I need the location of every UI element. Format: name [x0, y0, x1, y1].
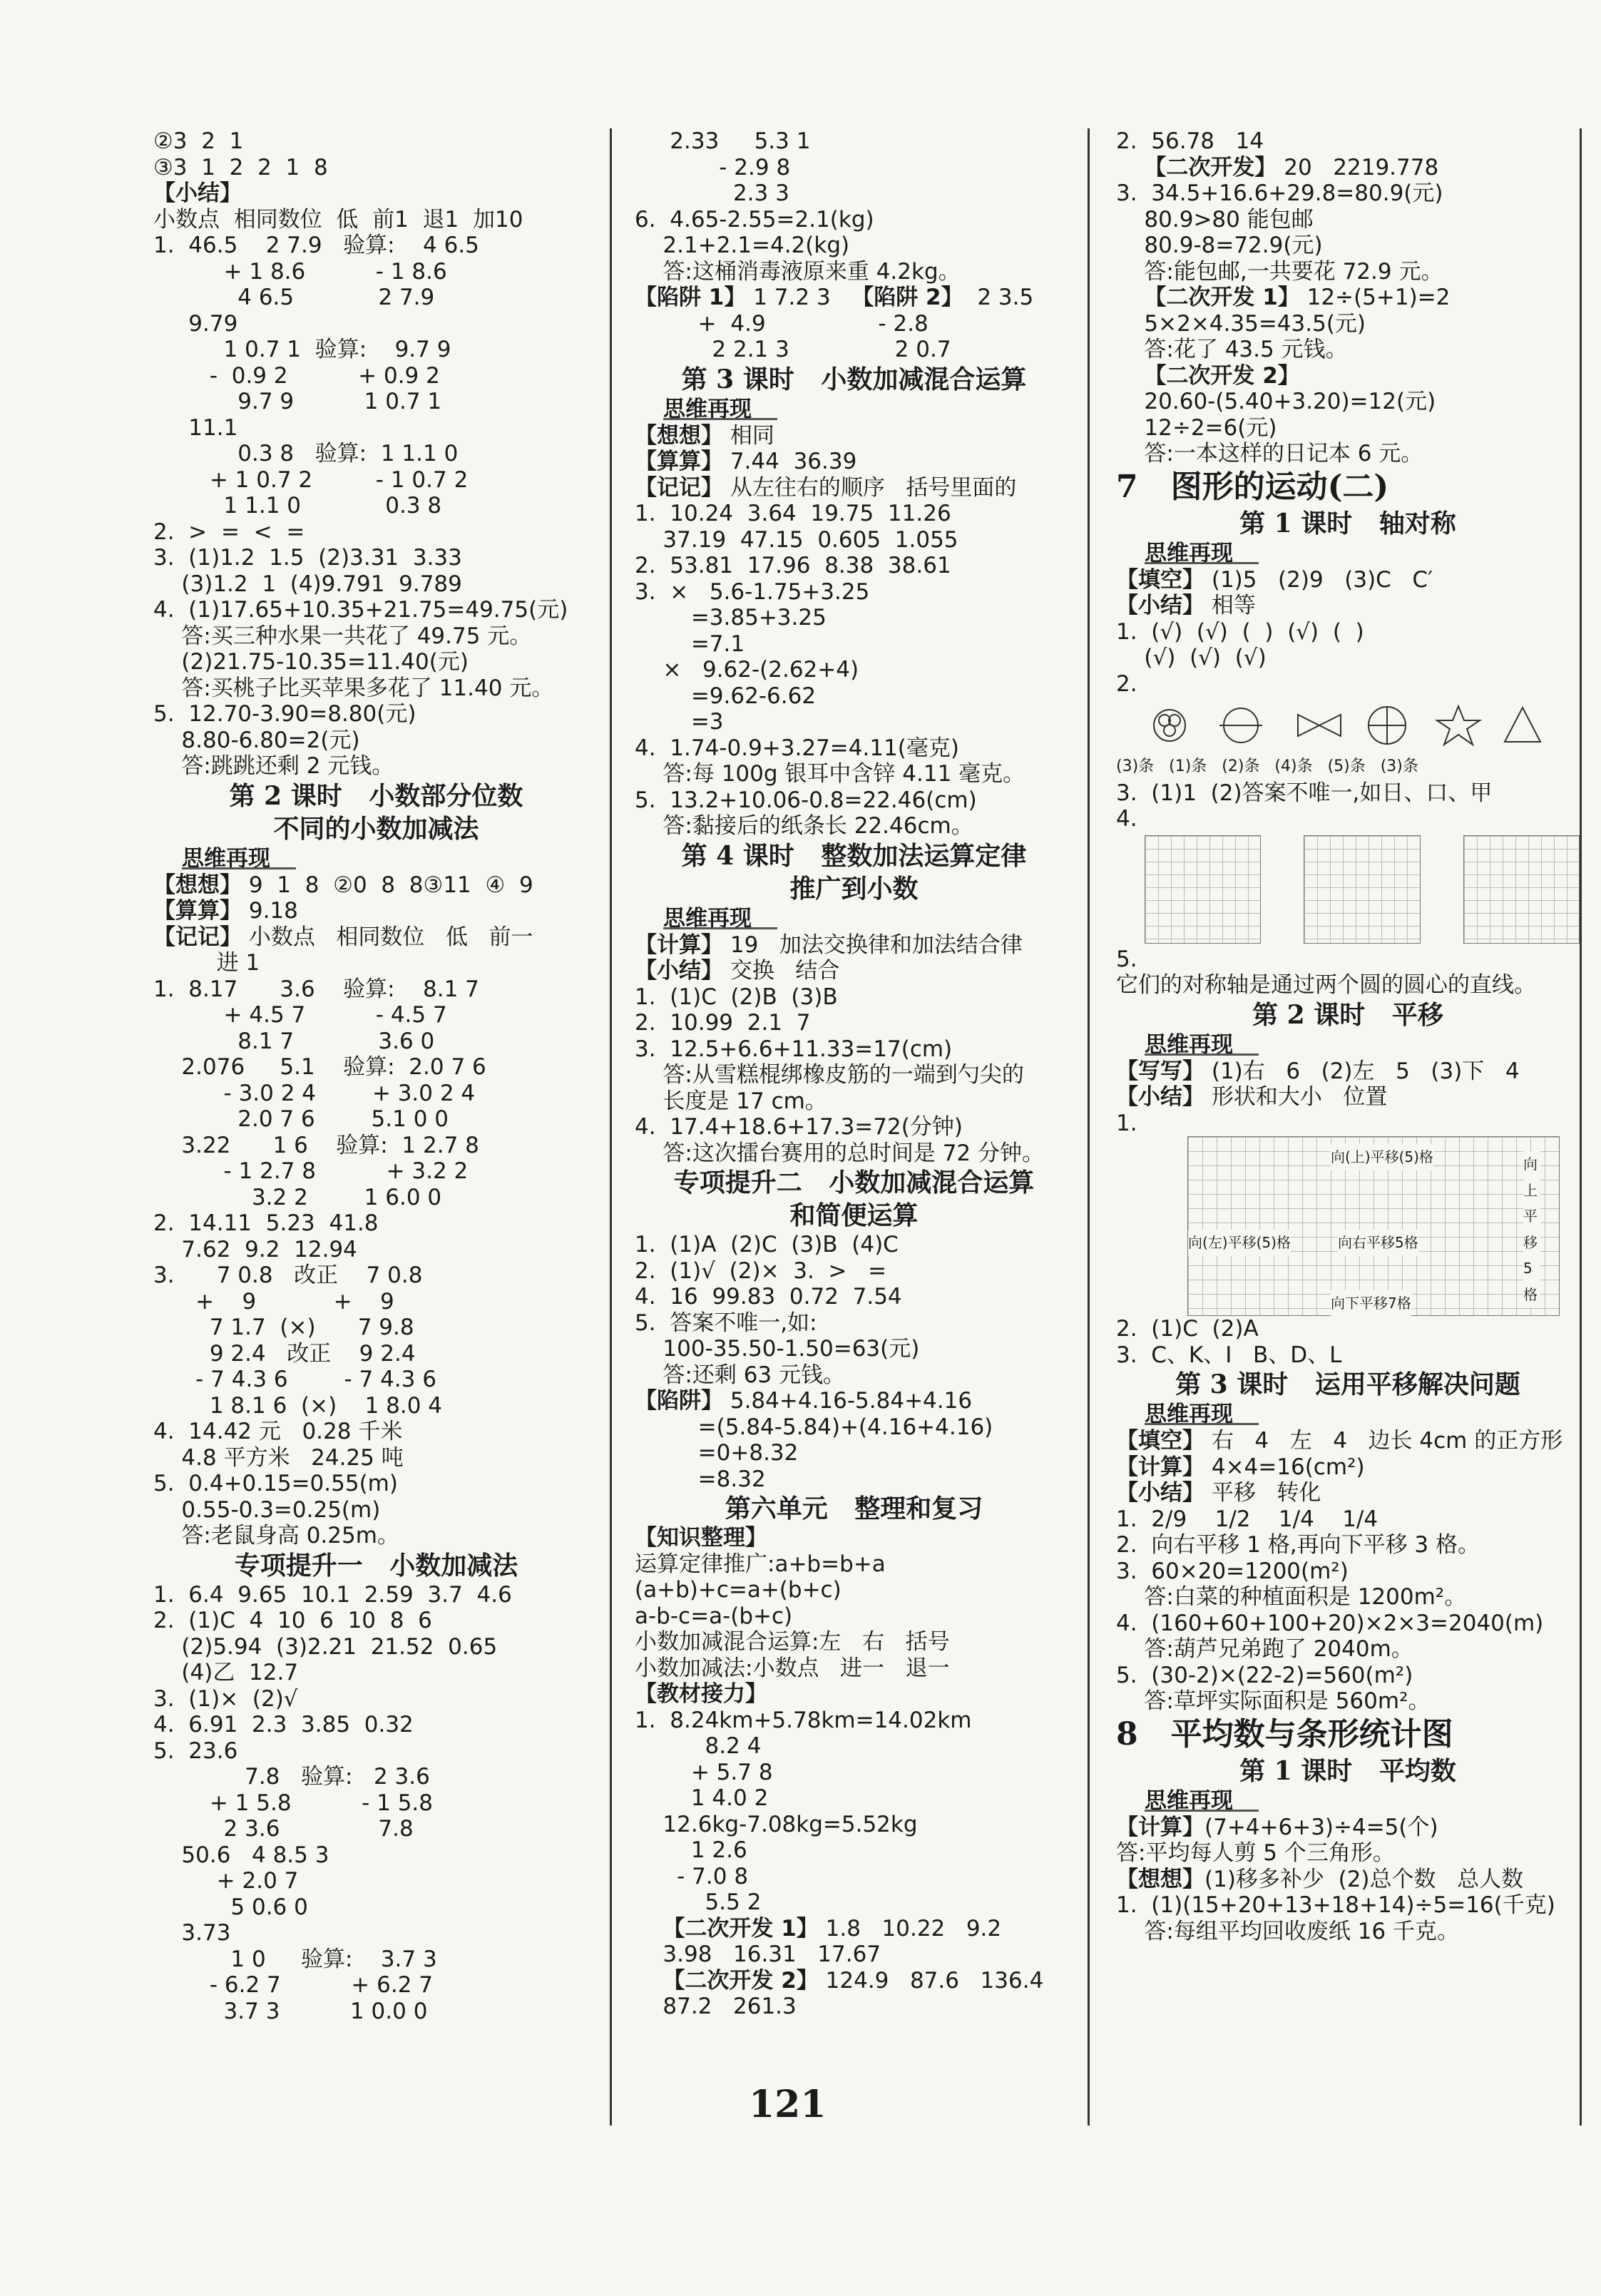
answer-line: 【陷阱】 5.84+4.16-5.84+4.16	[635, 1388, 973, 1414]
answer-line: × 9.62-(2.62+4)	[635, 657, 859, 683]
column-divider-1	[610, 128, 612, 2126]
answer-line: 3. 34.5+16.6+29.8=80.9(元)	[1116, 180, 1443, 206]
answer-line: =(5.84-5.84)+(4.16+4.16)	[635, 1414, 993, 1440]
answer-line: 87.2 261.3	[635, 1994, 797, 2019]
answer-line: 6. 4.65-2.55=2.1(kg)	[635, 206, 874, 233]
answer-line: (2)21.75-10.35=11.40(元)	[153, 649, 469, 675]
answer-line: 2. 53.81 17.96 8.38 38.61	[635, 553, 951, 578]
answer-line: 【记记】 小数点 相同数位 低 前一	[153, 924, 533, 950]
answer-line: 4.	[1116, 806, 1137, 832]
section-title: 第 2 课时 小数部分位数	[229, 780, 523, 811]
answer-line: 5.	[1116, 946, 1137, 972]
answer-lines	[153, 872, 599, 1549]
grid-label: 向(上)平移(5)格	[1331, 1144, 1433, 1170]
answer-line: + 5.7 8	[635, 1759, 773, 1785]
answer-line: 5 0.6 0	[153, 1894, 308, 1920]
answer-lines	[1116, 128, 1580, 467]
answer-line: 11.1	[153, 414, 238, 441]
answer-lines	[1116, 780, 1580, 832]
answer-line: 2.0 7 6 5.1 0 0	[153, 1106, 449, 1132]
answer-line: 答:买三种水果一共花了 49.75 元。	[153, 623, 532, 649]
answer-line: 3. 7 0.8 改正 7 0.8	[153, 1262, 423, 1288]
answer-line: 1. 46.5 2 7.9 验算: 4 6.5	[153, 233, 479, 258]
answer-line: 5×2×4.35=43.5(元)	[1116, 310, 1366, 337]
answer-line: + 1 8.6 - 1 8.6	[153, 258, 447, 285]
answer-line: =3	[635, 709, 724, 735]
answer-line: 5. (30-2)×(22-2)=560(m²)	[1116, 1662, 1413, 1688]
answer-line: 【填空】 右 4 左 4 边长 4cm 的正方形	[1116, 1428, 1563, 1454]
section-title: 第 3 课时 运用平移解决问题	[1175, 1369, 1520, 1399]
answer-line: - 3.0 2 4 + 3.0 2 4	[153, 1080, 476, 1106]
section-title: 第 3 课时 小数加减混合运算	[681, 364, 1027, 394]
answer-line: + 4.9 - 2.8	[635, 310, 929, 337]
answer-line: 长度是 17 cm。	[635, 1088, 827, 1114]
answer-line: 3. (1)1 (2)答案不唯一,如日、口、甲	[1116, 780, 1493, 806]
answer-line: 答:花了 43.5 元钱。	[1116, 337, 1348, 362]
answer-line: 运算定律推广:a+b=b+a	[635, 1551, 886, 1577]
answer-line: 1 1.1 0 0.3 8	[153, 493, 442, 519]
answer-line: 【二次开发 2】 124.9 87.6 136.4	[663, 1967, 1044, 1994]
answer-line: 5. 答案不唯一,如:	[635, 1310, 817, 1336]
answer-line: 3.2 2 1 6.0 0	[153, 1184, 442, 1210]
column-divider-2	[1088, 128, 1090, 2126]
answer-line: 答:这桶消毒液原来重 4.2kg。	[635, 258, 961, 285]
answer-line: 【填空】 (1)5 (2)9 (3)C C′	[1116, 566, 1433, 593]
answer-line: 【小结】	[153, 180, 242, 206]
answer-line: + 1 0.7 2 - 1 0.7 2	[153, 466, 469, 493]
answer-line: 【想想】 9 1 8 ②0 8 8③11 ④ 9	[153, 872, 533, 898]
answer-line: 【计算】 4×4=16(cm²)	[1116, 1454, 1365, 1480]
thinking-banner: 思维再现	[1116, 1401, 1580, 1428]
answer-line: 【二次开发 1】 12÷(5+1)=2	[1144, 285, 1451, 310]
answer-line: 4. 16 99.83 0.72 7.54	[635, 1284, 902, 1310]
section-title: 第 1 课时 平均数	[1239, 1755, 1456, 1786]
answer-line: 5. 0.4+0.15=0.55(m)	[153, 1471, 398, 1496]
answer-line: 3. 12.5+6.6+11.33=17(cm)	[635, 1036, 953, 1062]
answer-lines	[153, 1582, 599, 2025]
answer-line: 4. 1.74-0.9+3.27=4.11(毫克)	[635, 735, 959, 761]
answer-line: - 7 4.3 6 - 7 4.3 6	[153, 1367, 436, 1392]
answer-line: 2. (1)C (2)A	[1116, 1316, 1259, 1342]
answer-line: 4. (1)17.65+10.35+21.75=49.75(元)	[153, 597, 568, 623]
answer-line: (√) (√) (√)	[1116, 645, 1267, 670]
answer-line: 9 2.4 改正 9 2.4	[153, 1340, 416, 1367]
answer-line: 2. 14.11 5.23 41.8	[153, 1210, 379, 1236]
answer-line: 80.9-8=72.9(元)	[1116, 233, 1323, 258]
answer-line: + 9 + 9	[153, 1288, 394, 1315]
answer-line: 答:从雪糕棍绑橡皮筋的一端到勺尖的	[635, 1062, 1024, 1088]
answer-lines	[635, 423, 1073, 840]
answer-line: 4.8 平方米 24.25 吨	[153, 1444, 404, 1471]
answer-line: 1 0.7 1 验算: 9.7 9	[153, 337, 451, 362]
section-title: 专项提升一 小数加减法	[234, 1550, 518, 1581]
answer-line: 1. 8.24km+5.78km=14.02km	[635, 1707, 972, 1733]
answer-line: 8.2 4	[635, 1733, 762, 1759]
answer-line: 【教材接力】	[635, 1681, 767, 1707]
answer-line: 7.62 9.2 12.94	[153, 1236, 357, 1262]
answer-line: 80.9>80 能包邮	[1116, 206, 1314, 233]
answer-line: 【写写】 (1)右 6 (2)左 5 (3)下 4	[1116, 1058, 1520, 1084]
grid-figures	[1116, 832, 1580, 947]
answer-line: - 0.9 2 + 0.9 2	[153, 362, 440, 389]
answer-line: 1. (1)C (2)B (3)B	[635, 984, 838, 1010]
answer-lines	[1116, 1815, 1580, 1945]
answer-line: 2.1+2.1=4.2(kg)	[635, 233, 850, 258]
answer-line: - 1 2.7 8 + 3.2 2	[153, 1158, 469, 1184]
answer-line: 3.73	[153, 1920, 231, 1946]
answer-line: 【想想】(1)移多补少 (2)总个数 总人数	[1116, 1866, 1524, 1892]
symmetry-shapes-figure	[1145, 700, 1544, 750]
unit-title: 8 平均数与条形统计图	[1116, 1715, 1453, 1752]
answer-line: 1 4.0 2	[635, 1785, 769, 1811]
answer-line: 【二次开发 2】	[1144, 362, 1300, 389]
answer-line: 1. (1)A (2)C (3)B (4)C	[635, 1232, 899, 1257]
answer-line: 【想想】 相同	[635, 422, 774, 449]
answer-line: 3.98 16.31 17.67	[635, 1942, 881, 1967]
column-divider-3	[1580, 128, 1582, 2126]
answer-line: 12.6kg-7.08kg=5.52kg	[635, 1811, 918, 1837]
answer-lines	[1116, 1428, 1580, 1715]
answer-line: 答:一本这样的日记本 6 元。	[1116, 441, 1423, 466]
answer-line: 2. 10.99 2.1 7	[635, 1010, 811, 1036]
answer-line: (3)1.2 1 (4)9.791 9.789	[153, 571, 462, 597]
answer-line: 50.6 4 8.5 3	[153, 1842, 329, 1868]
answer-line: 【陷阱 1】 1 7.2 3 【陷阱 2】 2 3.5	[635, 285, 1034, 310]
answer-line: 【计算】 19 加法交换律和加法结合律	[635, 932, 1023, 958]
answer-lines	[1116, 1058, 1580, 1137]
grid-label: 向下平移7格	[1331, 1290, 1411, 1317]
answer-line: + 2.0 7	[153, 1868, 299, 1894]
answer-line: =8.32	[635, 1466, 766, 1492]
answer-line: 1. 2/9 1/2 1/4 1/4	[1116, 1506, 1379, 1532]
answer-line: 3. (1)1.2 1.5 (2)3.31 3.33	[153, 545, 462, 571]
grid-figure-2	[1304, 835, 1420, 944]
answer-line: ②3 2 1	[153, 128, 244, 154]
grid-label: 向上平移5格	[1523, 1151, 1540, 1307]
answer-line: 2. (1)C 4 10 6 10 8 6	[153, 1608, 432, 1633]
answer-line: 答:跳跳还剩 2 元钱。	[153, 753, 394, 779]
answer-lines	[1116, 947, 1580, 999]
answer-line: 答:还剩 63 元钱。	[635, 1362, 846, 1388]
middle-column	[635, 128, 1073, 2020]
answer-line: - 2.9 8	[635, 154, 791, 180]
answer-line: 【小结】 形状和大小 位置	[1116, 1084, 1388, 1110]
page-number: 121	[749, 2083, 827, 2126]
section-title: 和简便运算	[789, 1200, 919, 1230]
section-title: 推广到小数	[789, 873, 919, 904]
answer-line: 12÷2=6(元)	[1116, 414, 1277, 441]
right-column	[1116, 128, 1580, 1944]
answer-line: 3.7 3 1 0.0 0	[153, 1998, 428, 2024]
answer-line: 9.79	[153, 310, 238, 337]
answer-line: (4)乙 12.7	[153, 1660, 299, 1685]
answer-line: 5. 23.6	[153, 1738, 238, 1764]
answer-line: 37.19 47.15 0.605 1.055	[635, 526, 958, 553]
section-title: 第六单元 整理和复习	[725, 1494, 983, 1524]
answer-line: 【计算】(7+4+6+3)÷4=5(个)	[1116, 1814, 1438, 1840]
answer-line: 7 1.7 (×) 7 9.8	[153, 1315, 414, 1340]
thinking-banner: 思维再现	[1116, 1787, 1580, 1815]
answer-line: 答:白菜的种植面积是 1200m²。	[1116, 1584, 1467, 1610]
grid-label: 向(左)平移(5)格	[1188, 1230, 1291, 1256]
answer-line: - 7.0 8	[635, 1863, 749, 1889]
thinking-banner: 思维再现	[1116, 1031, 1580, 1058]
answer-lines	[153, 128, 599, 780]
answer-line: 2.3 3	[635, 180, 789, 206]
answer-line: 答:能包邮,一共要花 72.9 元。	[1116, 258, 1443, 285]
answer-line: 【小结】 相等	[1116, 593, 1256, 618]
thinking-banner: 思维再现	[153, 845, 599, 872]
answer-line: 【知识整理】	[635, 1525, 767, 1551]
answer-line: 7.8 验算: 2 3.6	[153, 1764, 430, 1790]
answer-lines	[1116, 1316, 1580, 1368]
answer-lines	[635, 932, 1073, 1167]
translation-grid	[1187, 1136, 1560, 1316]
answer-line: 【算算】 9.18	[153, 898, 298, 924]
axes-caption: (3)条 (1)条 (2)条 (4)条 (5)条 (3)条	[1116, 757, 1418, 775]
answer-line: 4. 17.4+18.6+17.3=72(分钟)	[635, 1114, 963, 1140]
answer-line: 4. (160+60+100+20)×2×3=2040(m)	[1116, 1610, 1544, 1636]
answer-line: 20.60-(5.40+3.20)=12(元)	[1116, 389, 1436, 414]
answer-lines	[635, 128, 1073, 363]
answer-line: 2 3.6 7.8	[153, 1816, 414, 1842]
answer-line: 4 6.5 2 7.9	[153, 285, 435, 310]
answer-line: (2)5.94 (3)2.21 21.52 0.65	[153, 1633, 498, 1660]
answer-line: 答:黏接后的纸条长 22.46cm。	[635, 813, 973, 839]
section-title: 不同的小数加减法	[273, 813, 479, 844]
answer-line: 2. (1)√ (2)× 3. > =	[635, 1257, 887, 1284]
answer-line: 2.33 5.3 1	[635, 128, 811, 154]
answer-line: 答:买桃子比买苹果多花了 11.40 元。	[153, 675, 554, 701]
answer-line: 1. 10.24 3.64 19.75 11.26	[635, 501, 951, 526]
answer-line: 9.7 9 1 0.7 1	[153, 389, 442, 414]
answer-line: + 1 5.8 - 1 5.8	[153, 1790, 433, 1816]
answer-line: + 4.5 7 - 4.5 7	[153, 1002, 447, 1028]
answer-line: 1. 8.17 3.6 验算: 8.1 7	[153, 976, 479, 1002]
answer-line: 小数加减法:小数点 进一 退一	[635, 1655, 950, 1681]
answer-line: 8.80-6.80=2(元)	[153, 727, 360, 753]
answer-line: 100-35.50-1.50=63(元)	[635, 1336, 920, 1362]
answer-line: 【记记】 从左往右的顺序 括号里面的	[635, 474, 1017, 501]
answer-line: 4. 14.42 元 0.28 千米	[153, 1419, 403, 1444]
answer-line: 答:每 100g 银耳中含锌 4.11 毫克。	[635, 761, 1025, 787]
answer-line: 4. 6.91 2.3 3.85 0.32	[153, 1712, 414, 1738]
grid-figure-3	[1463, 835, 1580, 944]
answer-line: 1 0 验算: 3.7 3	[153, 1946, 437, 1972]
answer-line: 2.	[1116, 670, 1137, 697]
answer-line: 答:这次擂台赛用的总时间是 72 分钟。	[635, 1140, 1045, 1166]
answer-line: 【小结】 平移 转化	[1116, 1480, 1321, 1506]
answer-line: 【算算】 7.44 36.39	[635, 449, 857, 474]
grid-label: 向右平移5格	[1338, 1230, 1418, 1256]
answer-line: 0.3 8 验算: 1 1.1 0	[153, 441, 459, 466]
answer-line: 小数加减混合运算:左 右 括号	[635, 1629, 950, 1655]
section-title: 专项提升二 小数加减混合运算	[673, 1168, 1035, 1198]
answer-line: 2. 向右平移 1 格,再向下平移 3 格。	[1116, 1532, 1480, 1558]
answer-line: =3.85+3.25	[635, 605, 827, 631]
answer-line: 进 1	[153, 950, 260, 976]
symmetry-figures	[1116, 697, 1580, 754]
answer-line: 【小结】 交换 结合	[635, 958, 840, 984]
answer-line: 8.1 7 3.6 0	[153, 1028, 435, 1054]
answer-line: 2 2.1 3 2 0.7	[635, 337, 951, 362]
answer-line: (a+b)+c=a+(b+c)	[635, 1577, 842, 1603]
answer-lines	[635, 1232, 1073, 1492]
answer-line: 答:草坪实际面积是 560m²。	[1116, 1688, 1431, 1714]
answer-line: =7.1	[635, 631, 745, 657]
answer-line: 0.55-0.3=0.25(m)	[153, 1496, 381, 1523]
answer-line: 2. 56.78 14	[1116, 128, 1264, 154]
answer-line: 3. C、K、I B、D、L	[1116, 1342, 1342, 1368]
answer-line: a-b-c=a-(b+c)	[635, 1603, 793, 1629]
answer-line: 1.	[1116, 1110, 1137, 1136]
answer-line: 答:平均每人剪 5 个三角形。	[1116, 1840, 1395, 1866]
answer-line: 它们的对称轴是通过两个圆的圆心的直线。	[1116, 972, 1536, 998]
answer-line: 【二次开发】 20 2219.778	[1144, 154, 1439, 180]
answer-line: 5.5 2	[635, 1889, 762, 1915]
unit-title: 7 图形的运动(二)	[1116, 468, 1389, 505]
answer-line: 1 8.1 6 (×) 1 8.0 4	[153, 1392, 443, 1419]
answer-line: ③3 1 2 2 1 8	[153, 154, 328, 180]
section-title: 第 1 课时 轴对称	[1239, 508, 1456, 539]
answer-line: 5. 13.2+10.06-0.8=22.46(cm)	[635, 787, 977, 813]
thinking-banner: 思维再现	[635, 396, 1073, 423]
answer-line: 答:葫芦兄弟跑了 2040m。	[1116, 1636, 1413, 1662]
answer-lines	[635, 1525, 1073, 2020]
answer-line: 答:每组平均回收废纸 16 千克。	[1116, 1918, 1460, 1944]
answer-line: 5. 12.70-3.90=8.80(元)	[153, 701, 416, 727]
answer-line: 2. > = < =	[153, 519, 305, 545]
answer-line: 3.22 1 6 验算: 1 2.7 8	[153, 1132, 479, 1158]
answer-line: 答:老鼠身高 0.25m。	[153, 1523, 399, 1548]
answer-line: 【二次开发 1】 1.8 10.22 9.2	[663, 1915, 1002, 1942]
answer-line: - 6.2 7 + 6.2 7	[153, 1972, 433, 1998]
grid-figure-1	[1145, 835, 1261, 944]
left-column	[153, 128, 599, 2024]
answer-lines	[1116, 567, 1580, 698]
answer-line: 3. × 5.6-1.75+3.25	[635, 578, 870, 605]
answer-line: =9.62-6.62	[635, 683, 817, 709]
answer-line: 小数点 相同数位 低 前1 退1 加10	[153, 206, 523, 233]
answer-line: 1 2.6	[635, 1837, 747, 1863]
answer-line: =0+8.32	[635, 1440, 799, 1466]
answer-line: 1. (1)(15+20+13+18+14)÷5=16(千克)	[1116, 1892, 1555, 1918]
section-title: 第 4 课时 整数加法运算定律	[681, 840, 1027, 871]
answer-line: 3. 60×20=1200(m²)	[1116, 1558, 1349, 1584]
answer-line: 1. 6.4 9.65 10.1 2.59 3.7 4.6	[153, 1581, 512, 1608]
answer-line: 2.076 5.1 验算: 2.0 7 6	[153, 1054, 486, 1080]
answer-line: 1. (√) (√) ( ) (√) ( )	[1116, 618, 1364, 645]
section-title: 第 2 课时 平移	[1252, 999, 1443, 1030]
thinking-banner: 思维再现	[1116, 540, 1580, 567]
answer-line: 3. (1)× (2)√	[153, 1685, 298, 1712]
thinking-banner: 思维再现	[635, 905, 1073, 932]
